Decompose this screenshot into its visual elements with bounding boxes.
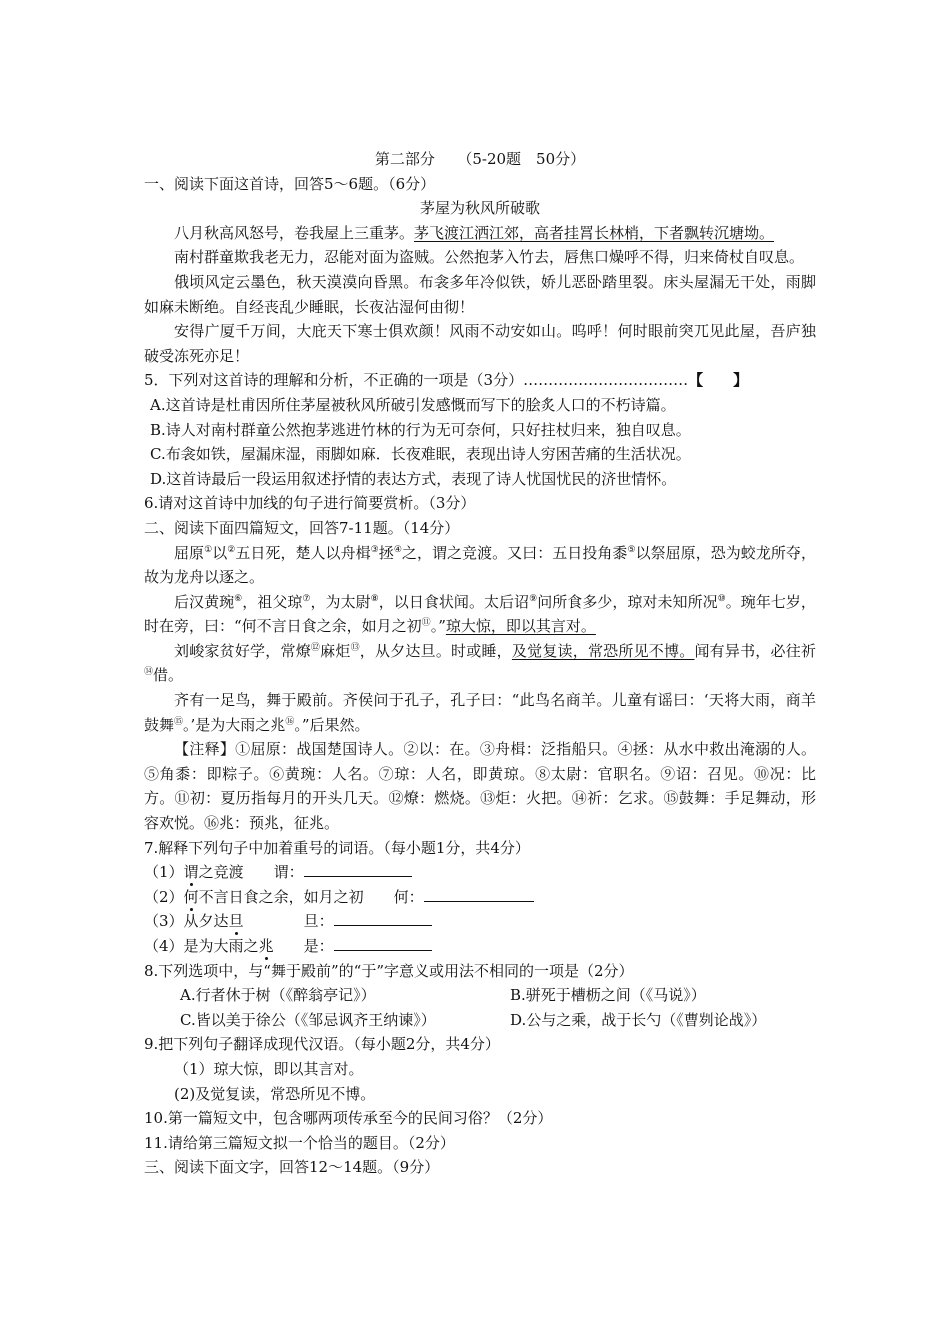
q11-stem: 11.请给第三篇短文拟一个恰当的题目。（2分） bbox=[144, 1133, 455, 1152]
answer-blank[interactable] bbox=[424, 887, 534, 902]
q5-stem: 5．下列对这首诗的理解和分析，不正确的一项是（3分）……………………………【 】 bbox=[144, 371, 749, 390]
q8-option-d: D.公与之乘，战于长勺（《曹刿论战》） bbox=[510, 1010, 767, 1029]
q5-option-c: C.布衾如铁，屋漏床湿，雨脚如麻．长夜难眠，表现出诗人穷困苦痛的生活状况。 bbox=[150, 445, 691, 464]
q5-option-b: B.诗人对南村群童公然抱茅逃进竹林的行为无可奈何，只好拄杖归来，独自叹息。 bbox=[150, 420, 691, 439]
article-4: 齐有一足鸟，舞于殿前。齐侯问于孔子，孔子曰：“此鸟名商羊。儿童有谣曰：‘天将大雨，商羊鼓舞⑮。’是为大雨之兆⑯。”后果然。 bbox=[144, 691, 816, 734]
q9-item-2: (2)及觉复读，常恐所见不博。 bbox=[174, 1084, 376, 1103]
q7-item-2: （2）何不言日食之余，如月之初 何： bbox=[144, 885, 816, 910]
q8-options-row-1 bbox=[144, 983, 816, 1008]
poem-line-plain: 八月秋高风怒号，卷我屋上三重茅。 bbox=[174, 223, 415, 242]
section3-heading: 三、阅读下面文字，回答12～14题。（9分） bbox=[144, 1158, 440, 1177]
poem-stanza-1 bbox=[144, 221, 816, 246]
q7-item-3: （3）从夕达旦 旦： bbox=[144, 909, 816, 934]
q10-stem: 10.第一篇短文中，包含哪两项传承至今的民间习俗？（2分） bbox=[144, 1109, 553, 1128]
emphasis-dot-char: 谓 bbox=[183, 863, 199, 882]
q7-item-4: （4）是为大雨之兆 是： bbox=[144, 934, 816, 959]
emphasis-dot-char: 何 bbox=[183, 887, 199, 906]
q9-stem: 9.把下列句子翻译成现代汉语。（每小题2分，共4分） bbox=[144, 1035, 500, 1054]
poem-stanza-4: 安得广厦千万间，大庇天下寒士俱欢颜！风雨不动安如山。呜呼！何时眼前突兀见此屋，吾庐独破受冻死亦足！ bbox=[144, 322, 816, 365]
annotations: 【注释】①屈原：战国楚国诗人。②以：在。③舟楫：泛指船只。④拯：从水中救出淹溺的人。⑤角黍：即粽子。⑥黄琬：人名。⑦琼：人名，即黄琼。⑧太尉：官职名。⑨诏：召见。⑩况：比方。⑪初：夏历指每月的开头几天。⑫燎：燃烧。⑬炬：火把。⑭祈：乞求。⑮鼓舞：手足舞动，形容欢悦。⑯兆：预兆，征兆。 bbox=[144, 740, 816, 833]
poem-stanza-3: 俄顷风定云墨色，秋天漠漠向昏黑。布衾多年冷似铁，娇儿恶卧踏里裂。床头屋漏无干处，雨脚如麻未断绝。自经丧乱少睡眠，长夜沾湿何由彻！ bbox=[144, 272, 816, 316]
answer-blank[interactable] bbox=[334, 936, 432, 951]
q8-option-b: B.骈死于槽枥之间（《马说》） bbox=[510, 986, 706, 1005]
poem-stanza-2: 南村群童欺我老无力，忍能对面为盗贼。公然抱茅入竹去，唇焦口燥呼不得，归来倚杖自叹息。 bbox=[174, 248, 805, 267]
q5-option-a: A.这首诗是杜甫因所住茅屋被秋风所破引发感慨而写下的脍炙人口的不朽诗篇。 bbox=[150, 395, 676, 414]
part-title: 第二部分 （5-20题 50分） bbox=[374, 150, 586, 168]
emphasis-dot-char: 兆 bbox=[258, 937, 274, 955]
q9-item-1: （1）琼大惊，即以其言对。 bbox=[174, 1059, 364, 1078]
underlined-sentence: 及觉复读，常恐所见不博。 bbox=[511, 641, 695, 660]
answer-blank[interactable] bbox=[334, 911, 432, 926]
article-2: 后汉黄琬⑥，祖父琼⑦，为太尉⑧，以日食状闻。太后诏⑨问所食多少，琼对未知所况⑩。琬年七岁，时在旁，曰：“何不言日食之余，如月之初⑪。”琼大惊，即以其言对。 bbox=[144, 592, 816, 636]
section2-heading: 二、阅读下面四篇短文，回答7-11题。（14分） bbox=[144, 518, 460, 537]
q8-options-row-2 bbox=[144, 1008, 816, 1033]
answer-blank[interactable] bbox=[304, 862, 412, 877]
exam-page bbox=[144, 147, 816, 1180]
q6-stem: 6.请对这首诗中加线的句子进行简要赏析。（3分） bbox=[144, 494, 476, 513]
section1-heading: 一、阅读下面这首诗，回答5～6题。（6分） bbox=[144, 174, 436, 193]
article-3: 刘峻家贫好学，常燎⑫麻炬⑬，从夕达旦。时或睡，及觉复读，常恐所见不博。闻有异书，必往祈⑭借。 bbox=[144, 641, 816, 685]
poem-underlined-lines: 茅飞渡江洒江郊，高者挂罥长林梢，下者飘转沉塘坳。 bbox=[414, 223, 775, 242]
q8-option-c: C.皆以美于徐公（《邹忌讽齐王纳谏》） bbox=[180, 1010, 436, 1029]
q7-stem: 7.解释下列句子中加着重号的词语。（每小题1分，共4分） bbox=[144, 838, 530, 857]
emphasis-dot-char: 旦 bbox=[228, 912, 244, 931]
underlined-sentence: 琼大惊，即以其言对。 bbox=[445, 617, 596, 636]
q8-option-a: A.行者休于树（《醉翁亭记》） bbox=[180, 986, 376, 1005]
q5-option-d: D.这首诗最后一段运用叙述抒情的表达方式，表现了诗人忧国忧民的济世情怀。 bbox=[150, 469, 677, 488]
q7-item-1: （1）谓之竞渡 谓： bbox=[144, 860, 816, 885]
poem-title: 茅屋为秋风所破歌 bbox=[419, 199, 540, 218]
q8-stem: 8.下列选项中，与“舞于殿前”的“于”字意义或用法不相同的一项是（2分） bbox=[144, 961, 634, 980]
answer-bracket[interactable]: 【 】 bbox=[688, 371, 749, 390]
article-1: 屈原①以②五日死，楚人以舟楫③拯④之，谓之竞渡。又曰：五日投角黍⑤以祭屈原，恐为蛟龙所夺，故为龙舟以逐之。 bbox=[144, 543, 816, 587]
